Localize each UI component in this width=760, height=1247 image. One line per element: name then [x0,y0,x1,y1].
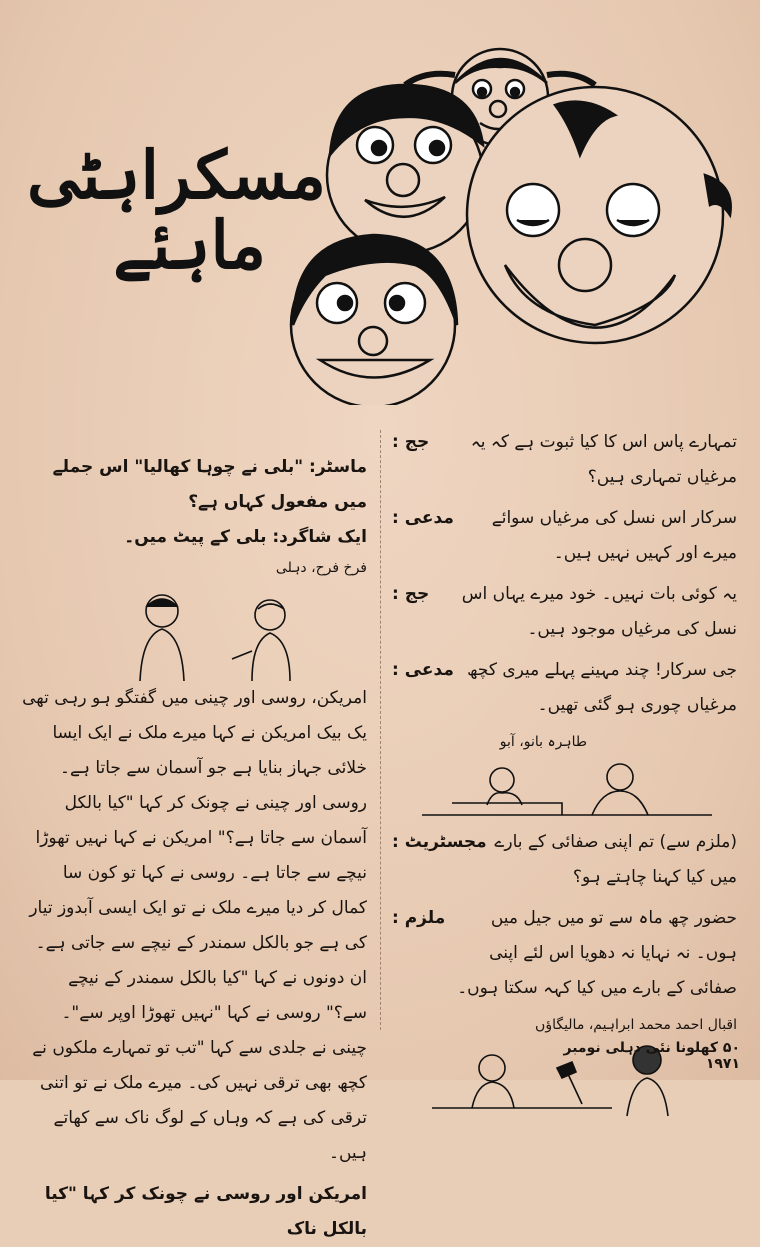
dialogue-text: تمہارے پاس اس کا کیا ثبوت ہے کہ یہ مرغیاں تمہاری ہیں؟ [470,432,737,487]
boy-face-middle [327,85,483,253]
left-column [22,450,367,1247]
joke1-line2: ایک شاگرد: بلی کے پیٹ میں۔ [124,527,367,547]
dialogue-judge-2 [392,577,737,647]
dialogue-text: یہ کوئی بات نہیں۔ خود میرے یہاں اس نسل کی مرغیاں موجود ہیں۔ [461,584,737,639]
girl-face-bottom [291,235,457,405]
title-line-1: مسکراہٹی [26,136,326,214]
speaker-label: مجسٹریٹ : [392,832,487,852]
page-footer: ۵۰ کھلونا نئی دہلی نومبر ۱۹۷۱ [563,1040,740,1072]
dialogue-plaintiff-2 [392,653,737,723]
dialogue-text: جی سرکار! چند مہینے پہلے میری کچھ مرغیاں چوری ہو گئی تھیں۔ [467,660,737,715]
joke2-text: امریکن، روسی اور چینی میں گفتگو ہو رہی تھی یک بیک امریکن نے کہا میرے ملک نے ایک ایسا خلائی جہاز بنایا ہے جو آسمان سے جاتا ہے۔ روسی اور چینی نے چونک کر کہا "کیا بالکل آسمان سے جاتا ہے؟" امریکن نے کہا نہیں تھوڑا نیچے سے جاتا ہے۔ روسی نے کہا تو کون سا کمال کر دیا میرے ملک نے تو ایک ایسی آبدوز تیار کی ہے جو بالکل سمندر کے نیچے سے جاتی ہے۔ ان دونوں نے کہا "کیا بالکل سمندر کے نیچے سے؟" روسی نے کہا "نہیں تھوڑا اوپر سے"۔ چینی نے جلدی سے کہا "تب تو تمہارے ملکوں نے کچھ بھی ترقی نہیں کی۔ میرے ملک نے تو اتنی ترقی کی ہے کہ وہاں کے لوگ ناک سے کھاتے ہیں۔ [22,688,367,1163]
cartoon-faces-illustration [265,25,745,405]
joke1-line1: ماسٹر: "بلی نے چوہا کھالیا" اس جملے میں مفعول کہاں ہے؟ [52,457,367,512]
dialogue-judge-1 [392,425,737,495]
credit-1: طاہرہ بانو، آبو [499,734,587,750]
column-divider [380,430,381,1030]
dialogue-text: سرکار اس نسل کی مرغیاں سوائے میرے اور کہیں نہیں ہیں۔ [491,508,737,563]
credit-2: اقبال احمد محمد ابراہیم، مالیگاؤں [535,1017,737,1033]
speaker-label: جج : [392,432,430,452]
courtroom-cartoon-1 [392,755,737,825]
right-column [392,425,737,1118]
speaker-label: مدعی : [392,660,454,680]
speaker-label: جج : [392,584,430,604]
joke1-credit: فرخ فرح، دہلی [275,560,367,576]
dialogue-text: حضور چھ ماہ سے تو میں جیل میں ہوں۔ نہ نہایا نہ دھویا اس لئے اپنی صفائی کے بارے میں کیا کہہ سکتا ہوں۔ [457,908,737,998]
joke2-last-line: امریکن اور روسی نے چونک کر کہا "کیا بالکل ناک [44,1184,367,1239]
big-man-face [467,87,731,343]
dialogue-plaintiff-1 [392,501,737,571]
speaker-label: مدعی : [392,508,454,528]
title-line-2: ماہئے [113,206,266,284]
dialogue-accused [392,901,737,1006]
dialogue-text: (ملزم سے) تم اپنی صفائی کے بارے میں کیا کہنا چاہتے ہو؟ [494,832,737,887]
dialogue-magistrate [392,825,737,895]
two-people-cartoon [22,581,367,681]
speaker-label: ملزم : [392,908,446,928]
